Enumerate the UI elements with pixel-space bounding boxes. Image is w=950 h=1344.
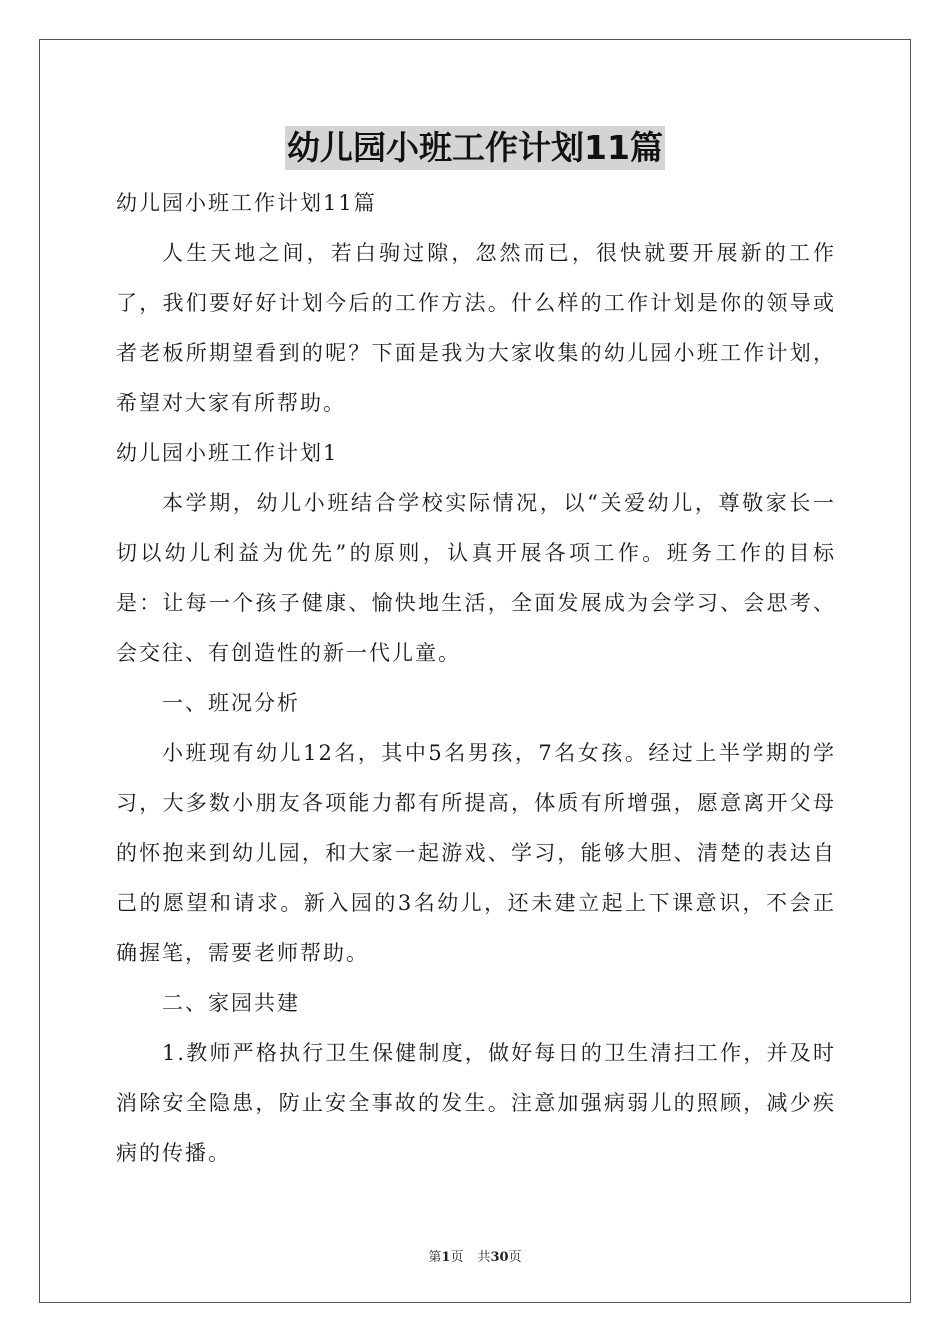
page-footer [0, 1246, 950, 1265]
page-label-suffix: 页 [450, 1250, 464, 1265]
page-number: 1 [441, 1250, 451, 1265]
title-container [0, 126, 950, 170]
total-pages: 30 [490, 1250, 509, 1265]
document-body [116, 178, 836, 1178]
paragraph-heading-class-analysis: 一、班况分析 [162, 691, 300, 715]
paragraph-semester-goal: 本学期，幼儿小班结合学校实际情况，以“关爱幼儿，尊敬家长一切以幼儿利益为优先”的原则，认真开展各项工作。班务工作的目标是：让每一个孩子健康、愉快地生活，全面发展成为会学习、会思考、会交往、有创造性的新一代儿童。 [116, 491, 836, 665]
paragraph-heading-home-school: 二、家园共建 [162, 991, 300, 1015]
paragraph-hygiene: 1.教师严格执行卫生保健制度，做好每日的卫生清扫工作，并及时消除安全隐患，防止安全事故的发生。注意加强病弱儿的照顾，减少疾病的传播。 [116, 1041, 836, 1165]
total-label-suffix: 页 [508, 1250, 522, 1265]
paragraph-subtitle: 幼儿园小班工作计划11篇 [116, 191, 377, 215]
document-title: 幼儿园小班工作计划11篇 [285, 126, 665, 170]
paragraph-intro: 人生天地之间，若白驹过隙，忽然而已，很快就要开展新的工作了，我们要好好计划今后的工作方法。什么样的工作计划是你的领导或者老板所期望看到的呢？下面是我为大家收集的幼儿园小班工作计划，希望对大家有所帮助。 [116, 241, 836, 415]
page-label-prefix: 第 [428, 1250, 442, 1265]
paragraph-class-analysis: 小班现有幼儿12名，其中5名男孩，7名女孩。经过上半学期的学习，大多数小朋友各项能力都有所提高，体质有所增强，愿意离开父母的怀抱来到幼儿园，和大家一起游戏、学习，能够大胆、清楚的表达自己的愿望和请求。新入园的3名幼儿，还未建立起上下课意识，不会正确握笔，需要老师帮助。 [116, 741, 836, 965]
total-label-prefix: 共 [477, 1250, 491, 1265]
paragraph-section-heading: 幼儿园小班工作计划1 [116, 441, 339, 465]
